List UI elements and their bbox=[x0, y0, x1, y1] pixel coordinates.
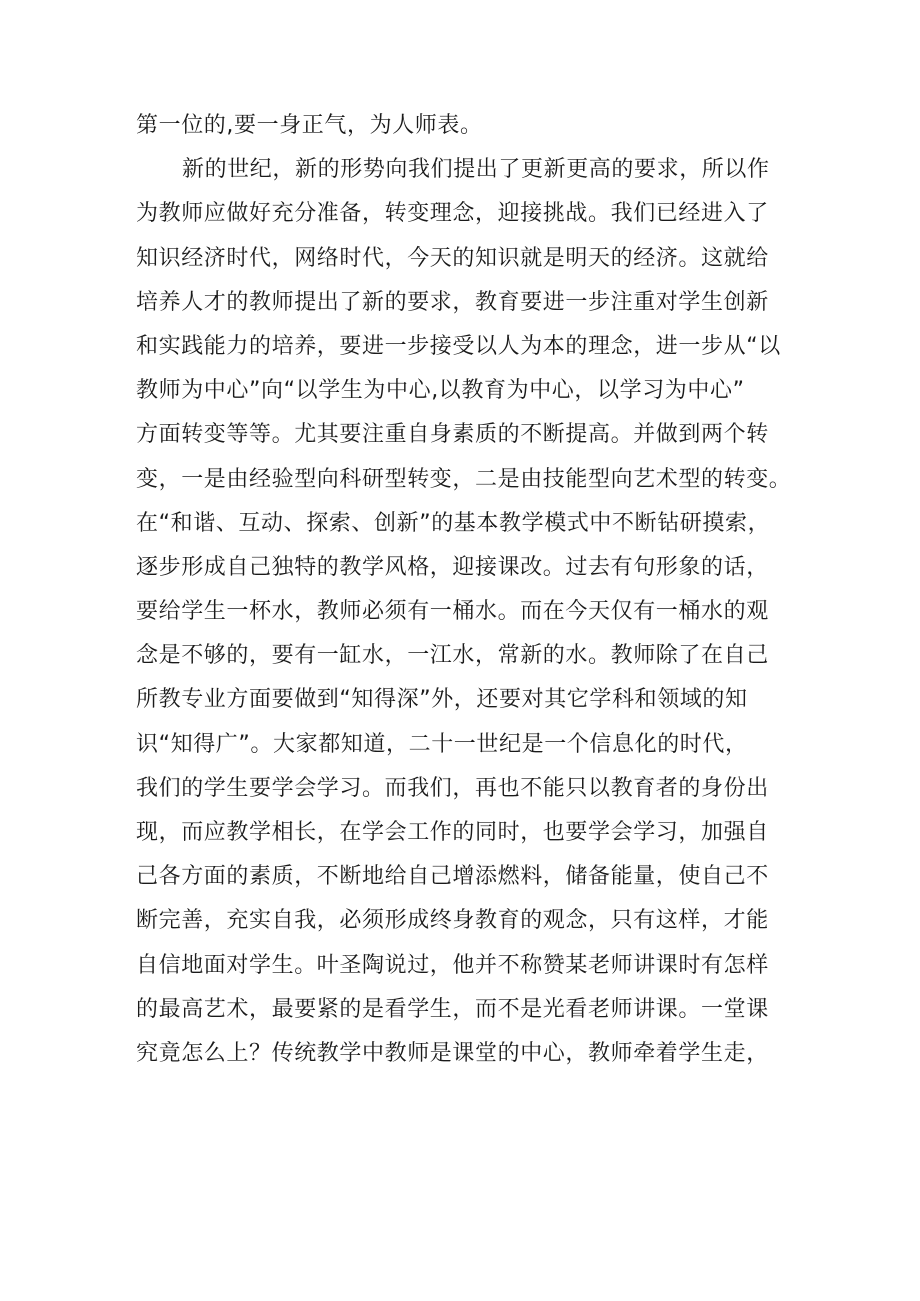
text-line: 知识经济时代，网络时代，今天的知识就是明天的经济。这就给 bbox=[136, 245, 769, 271]
text-line: 念是不够的，要有一缸水，一江水，常新的水。教师除了在自己 bbox=[136, 643, 769, 669]
text-line: 自信地面对学生。叶圣陶说过，他并不称赞某老师讲课时有怎样 bbox=[136, 952, 769, 978]
text-line: 要给学生一杯水，教师必须有一桶水。而在今天仅有一桶水的观 bbox=[136, 599, 769, 625]
text-line: 方面转变等等。尤其要注重自身素质的不断提高。并做到两个转 bbox=[136, 422, 769, 448]
text-line: 培养人才的教师提出了新的要求，教育要进一步注重对学生创新 bbox=[136, 289, 769, 315]
body-text bbox=[136, 104, 806, 1076]
text-line: 和实践能力的培养，要进一步接受以人为本的理念，进一步从“以 bbox=[136, 333, 781, 359]
text-line: 第一位的,要一身正气，为人师表。 bbox=[136, 113, 483, 138]
text-line: 识“知得广”。大家都知道，二十一世纪是一个信息化的时代， bbox=[136, 731, 748, 757]
text-line: 究竟怎么上？传统教学中教师是课堂的中心，教师牵着学生走， bbox=[136, 1040, 769, 1066]
text-line: 逐步形成自己独特的教学风格，迎接课改。过去有句形象的话， bbox=[136, 554, 769, 580]
text-line: 现，而应教学相长，在学会工作的同时，也要学会学习，加强自 bbox=[136, 820, 769, 845]
text-line: 所教专业方面要做到“知得深”外，还要对其它学科和领域的知 bbox=[136, 687, 748, 713]
text-line: 教师为中心”向“以学生为中心,以教育为中心，以学习为中心” bbox=[136, 378, 745, 404]
text-line: 我们的学生要学会学习。而我们，再也不能只以教育者的身份出 bbox=[136, 775, 769, 801]
text-line: 断完善，充实自我，必须形成终身教育的观念，只有这样，才能 bbox=[136, 908, 769, 934]
text-line: 在“和谐、互动、探索、创新”的基本教学模式中不断钻研摸索， bbox=[136, 510, 771, 536]
text-line: 为教师应做好充分准备，转变理念，迎接挑战。我们已经进入了 bbox=[136, 201, 769, 227]
text-line: 己各方面的素质，不断地给自己增添燃料，储备能量，使自己不 bbox=[136, 864, 769, 890]
text-line: 变，一是由经验型向科研型转变，二是由技能型向艺术型的转变。 bbox=[136, 466, 792, 492]
text-line-paragraph-start: 新的世纪，新的形势向我们提出了更新更高的要求，所以作 bbox=[182, 157, 770, 183]
text-line: 的最高艺术，最要紧的是看学生，而不是光看老师讲课。一堂课 bbox=[136, 996, 769, 1022]
